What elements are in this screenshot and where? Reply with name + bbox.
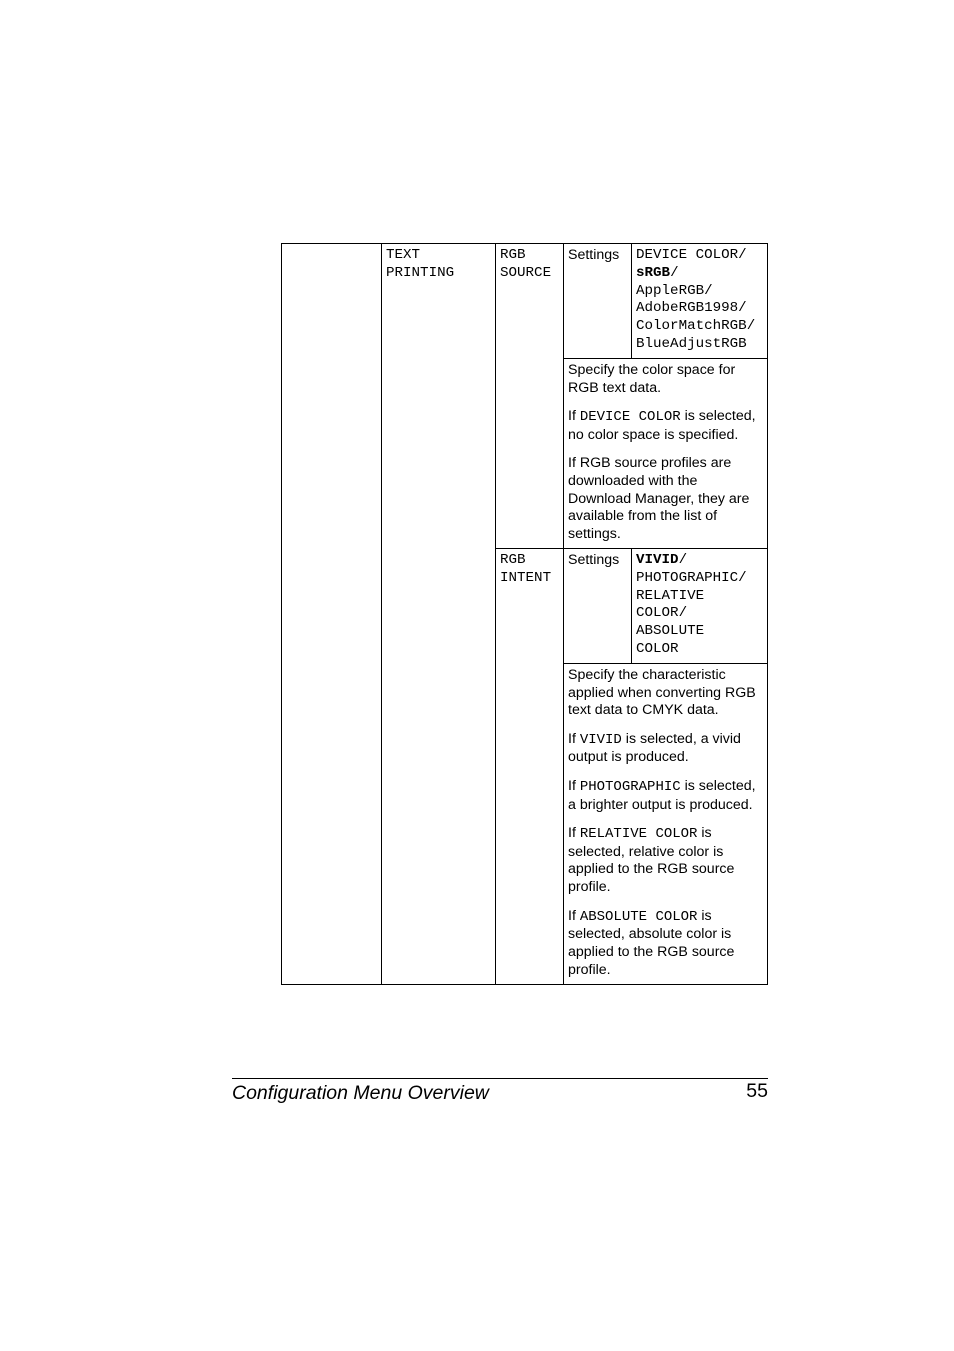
- rgb-source-options: [632, 244, 768, 359]
- option-separator: /: [746, 318, 756, 335]
- option-line: [636, 283, 763, 301]
- code-run: RELATIVE COLOR: [579, 825, 698, 842]
- option-separator: /: [678, 551, 688, 568]
- description-paragraph: [568, 408, 763, 445]
- option-value-default: VIVID: [636, 551, 679, 568]
- text-run: If: [568, 824, 580, 841]
- rgb-intent-name: RGB: [500, 551, 526, 568]
- footer-title: Configuration Menu Overview: [232, 1082, 489, 1104]
- option-value: COLOR: [636, 640, 679, 657]
- text-run: is selected, absolute color is applied to the RGB source profile.: [568, 907, 735, 978]
- footer-divider: [232, 1078, 768, 1079]
- rgb-intent-name: INTENT: [500, 569, 552, 586]
- rgb-intent-options: [632, 548, 768, 663]
- level2-line: TEXT: [386, 247, 421, 263]
- option-line: [636, 300, 763, 318]
- text-run: is selected, relative color is applied to the RGB source profile.: [568, 824, 735, 896]
- description-paragraph: Specify the color space for RGB text data.: [568, 361, 736, 396]
- settings-label-cell: [564, 548, 632, 663]
- text-run: If: [568, 407, 580, 424]
- level2-line: PRINTING: [386, 264, 455, 281]
- option-value: AdobeRGB1998: [636, 300, 739, 317]
- option-value: ABSOLUTE: [636, 623, 705, 640]
- level2-cell: [382, 244, 496, 985]
- option-value: BlueAdjustRGB: [636, 335, 747, 352]
- code-run: PHOTOGRAPHIC: [579, 778, 681, 795]
- option-line: [636, 552, 763, 570]
- settings-label: Settings: [568, 551, 620, 568]
- option-value: DEVICE COLOR: [636, 247, 739, 263]
- option-value: RELATIVE: [636, 587, 705, 604]
- description-paragraph: Specify the characteristic applied when converting RGB text data to CMYK data.: [568, 666, 756, 719]
- option-line: [636, 247, 763, 265]
- description-paragraph: [568, 778, 763, 815]
- option-line: [636, 318, 763, 336]
- rgb-intent-name-cell: [496, 548, 564, 984]
- rgb-source-name: RGB: [500, 247, 526, 263]
- option-separator: /: [738, 247, 747, 263]
- option-separator: /: [738, 569, 747, 586]
- option-line: [636, 336, 763, 354]
- option-value: AppleRGB: [636, 282, 705, 299]
- option-separator: /: [678, 605, 688, 622]
- text-run: is selected, a brighter output is produced.: [568, 777, 756, 813]
- rgb-source-name-cell: [496, 244, 564, 549]
- option-separator: /: [738, 300, 747, 317]
- settings-label-cell: [564, 244, 632, 359]
- config-menu-table: [281, 243, 768, 985]
- text-run: If: [568, 730, 580, 747]
- option-separator: /: [704, 282, 713, 299]
- code-run: DEVICE COLOR: [579, 408, 681, 425]
- option-line: [636, 570, 763, 588]
- text-run: If: [568, 907, 580, 924]
- level1-cell: [282, 244, 382, 985]
- text-run: is selected, a vivid output is produced.: [568, 730, 741, 766]
- description-paragraph: If RGB source profiles are downloaded with the Download Manager, they are available from the list of settings.: [568, 454, 750, 543]
- option-value-default: sRGB: [636, 264, 671, 281]
- description-paragraph: [568, 731, 763, 768]
- option-separator: /: [670, 264, 679, 281]
- rgb-intent-description: [564, 663, 768, 984]
- settings-label: Settings: [568, 247, 620, 263]
- rgb-source-description: [564, 358, 768, 548]
- option-value: ColorMatchRGB: [636, 318, 747, 335]
- code-run: ABSOLUTE COLOR: [579, 908, 698, 925]
- option-line: [636, 265, 763, 283]
- text-run: If: [568, 777, 580, 794]
- option-line: [636, 605, 763, 623]
- description-paragraph: [568, 908, 763, 980]
- page-number: 55: [746, 1080, 768, 1102]
- option-value: COLOR: [636, 605, 679, 622]
- text-run: is selected, no color space is specified.: [568, 407, 756, 443]
- option-value: PHOTOGRAPHIC: [636, 569, 739, 586]
- description-paragraph: [568, 825, 763, 897]
- table-row: [282, 244, 768, 359]
- option-line: [636, 623, 763, 641]
- code-run: VIVID: [579, 731, 622, 748]
- rgb-source-name: SOURCE: [500, 264, 552, 281]
- option-line: [636, 588, 763, 606]
- option-line: [636, 641, 763, 659]
